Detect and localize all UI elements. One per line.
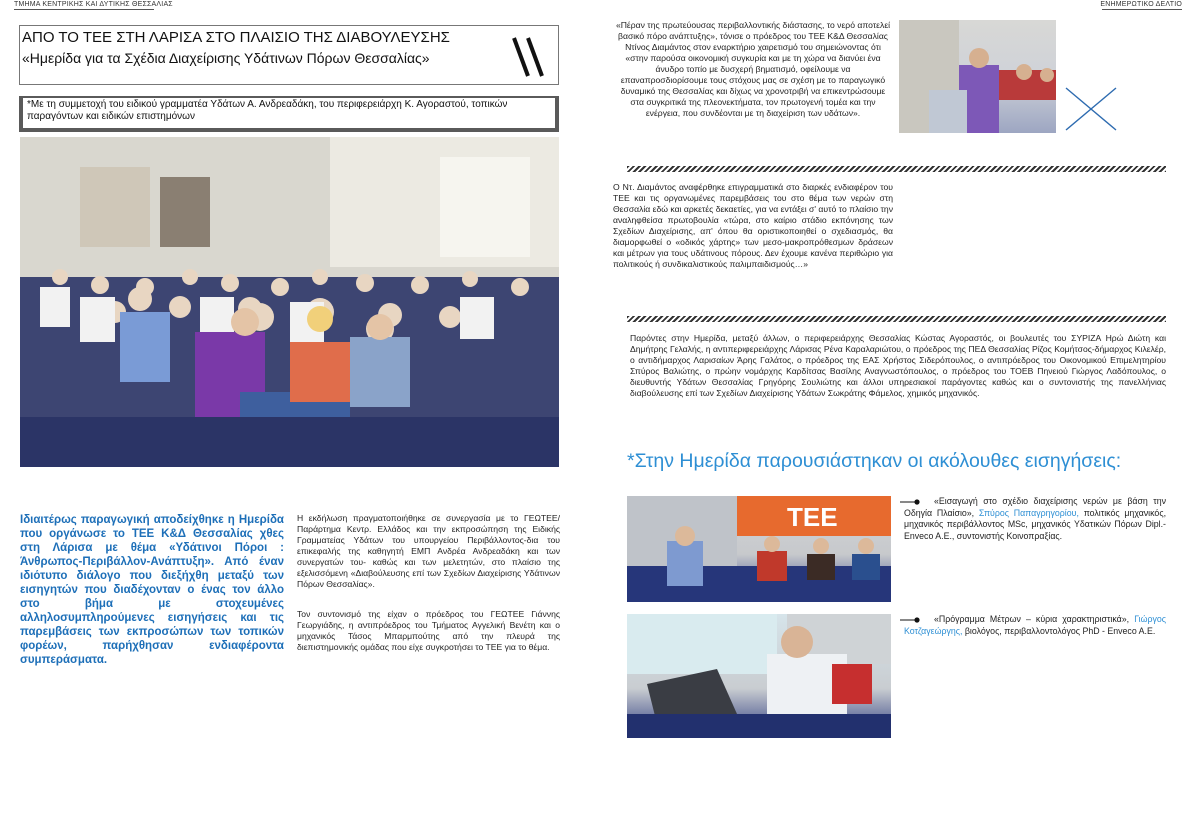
- presentation-photo-2: [627, 614, 891, 738]
- bullet-dot-icon: [900, 499, 922, 505]
- presentation-1-speaker: Σπύρος Παπαγρηγορίου,: [978, 507, 1079, 518]
- quote-paragraph-1: «Πέραν της πρωτεύουσας περιβαλλοντικής διάστασης, το νερό αποτελεί βασικό πόρο ανάπτυξης», τόνισε ο πρόεδρος του ΤΕΕ Κ&Δ Θεσσαλίας Ντίνος Διαμάντος στον εναρκτήριο χαιρετισμό του σημειώνοντας ότι «στην παρούσα οικονομική συγκυρία και με τη χώρα να διανύει ένα άνυδρο τοπίο με δυσχερή βηματισμό, οφείλουμε να επαναπροσδιορίσουμε τους στόχους μας σε σχέση με το παραγωγικό δυναμικό της Θεσσαλίας και δίχως να χρονοτριβή να επικεντρώσουμε στα συγκριτικά της πλεονεκτήματα, τον πρωτογενή τομέα και την ενέργεια, που συνδέονται με τη διαχείριση των υδάτων».: [615, 20, 891, 118]
- presentations-heading: *Στην Ημερίδα παρουσιάστηκαν οι ακόλουθες εισηγήσεις:: [627, 450, 1122, 472]
- photo-caption-box: [19, 96, 559, 132]
- presentation-2-speaker: Γιώργος Κοτζαγεώργης,: [904, 614, 1167, 636]
- publication-label: ΕΝΗΜΕΡΩΤΙΚΟ ΔΕΛΤΙΟ: [1100, 1, 1182, 8]
- x-decoration-icon: [1064, 86, 1118, 132]
- body-paragraph-1: Η εκδήλωση πραγματοποιήθηκε σε συνεργασία με το ΓΕΩΤΕΕ/Παράρτημα Κεντρ. Ελλάδος και την εκπροσώπηση της Ειδικής Γραμματείας Υδάτων του υπουργείου Περιβάλλοντος-δια του επικεφαλής της καθηγητή ΕΜΠ Ανδρέα Ανδρεαδάκη και των συνεργατών του- καθώς και των μελετητών, στο πλαίσιο της εξελισσόμενη «Διαβούλευσης επί των Σχεδίων Διαχείρισης Υδάτινων Πόρων Θεσσαλίας».: [297, 513, 560, 589]
- presentation-1-title: «Εισαγωγή στο σχέδιο διαχείρισης νερών με βάση την Οδηγία Πλαίσιο»,: [904, 496, 1166, 518]
- presentation-item-1: [904, 496, 1166, 542]
- presentation-2-details: βιολόγος, περιβαλλοντολόγος PhD - Enveco A.E.: [964, 625, 1156, 636]
- section-label: ΤΜΗΜΑ ΚΕΝΤΡΙΚΗΣ ΚΑΙ ΔΥΤΙΚΗΣ ΘΕΣΣΑΛΙΑΣ: [14, 1, 173, 8]
- speaker-laptop-illustration: [627, 614, 891, 738]
- slash-decoration-icon: [508, 34, 552, 78]
- header-rule-right: [1102, 9, 1182, 10]
- presentation-1-details: πολιτικός μηχανικός, μηχανικός περιβάλλοντος MSc, μηχανικός Υδατικών Πόρων Dipl.- Enveco A.E., συντονιστής Κοινοπραξίας.: [904, 507, 1167, 541]
- article-subtitle: «Ημερίδα για τα Σχέδια Διαχείρισης Υδάτινων Πόρων Θεσσαλίας»: [22, 50, 430, 66]
- presentation-item-2: [904, 614, 1166, 637]
- article-title: ΑΠΟ ΤΟ ΤΕΕ ΣΤΗ ΛΑΡΙΣΑ ΣΤΟ ΠΛΑΙΣΙΟ ΤΗΣ ΔΙΑΒΟΥΛΕΥΣΗΣ: [22, 29, 450, 46]
- body-paragraph-2: Τον συντονισμό της είχαν ο πρόεδρος του ΓΕΩΤΕΕ Γιάννης Γεωργιάδης, η αντιπρόεδρος του Τμήματος Αγγελική Βενέτη και ο μηχανικός Τάσος Μπαρμπούτης από την πλευρά της διεπιστημονικής ομάδας που είχε συγκροτήσει το ΤΕΕ για το θέμα.: [297, 609, 560, 652]
- audience-photo: [20, 137, 559, 467]
- bullet-dot-icon: [900, 617, 922, 623]
- lead-paragraph: Ιδιαιτέρως παραγωγική αποδείχθηκε η Ημερίδα που οργάνωσε το ΤΕΕ Κ&Δ Θεσσαλίας χθες στη Λάρισα με θέμα «Υδάτινοι Πόροι : Άνθρωπος-Περιβάλλον-Ανάπτυξη». Από έναν ιδιότυπο διάλογο που διεξήχθη μεταξύ των εισηγητών που διαδέχονταν ο ένας τον άλλο στο βήμα με στοχευμένες αλληλοσυμπληρούμενες εισηγήσεις και τις παρεμβάσεις των εκπροσώπων των τοπικών φορέων, παρήχθησαν ενδιαφέροντα συμπεράσματα.: [20, 514, 284, 666]
- speaker-photo: [899, 20, 1056, 133]
- panel-illustration: [627, 496, 891, 602]
- header-rule-left: [14, 9, 154, 10]
- presentation-photo-1: [627, 496, 891, 602]
- quote-paragraph-2: Ο Ντ. Διαμάντος αναφέρθηκε επιγραμματικά στο διαρκές ενδιαφέρον του ΤΕΕ και τις οργανωμένες παρεμβάσεις του στο θέμα των νερών στη Θεσσαλία εδώ και αρκετές δεκαετίες, για να εντάξει σ' αυτό το πλαίσιο την αναληφθείσα πρωτοβουλία «τώρα, στο καίριο στάδιο εκπόνησης των Σχεδίων Διαχείρισης, απ' όπου θα οριστικοποιηθεί ο σχεδιασμός, θα διαμορφωθεί ο «οδικός χάρτης» των μεσο-μακροπρόθεσμων δράσεων και μέτρων για τους υδάτινους πόρους. Δεν έχουμε κανένα περιθώριο για πολιτικούς ή συνδικαλιστικούς παλιμπαιδισμούς…»: [613, 182, 893, 269]
- divider-1: [627, 166, 1166, 172]
- photo-caption: *Με τη συμμετοχή του ειδικού γραμματέα Υδάτων Α. Ανδρεαδάκη, του περιφερειάρχη Κ. Αγοραστού, τοπικών παραγόντων και ειδικών επιστημόνων: [23, 98, 555, 128]
- divider-2: [627, 316, 1166, 322]
- audience-illustration: [20, 137, 559, 467]
- presentation-2-title: «Πρόγραμμα Μέτρων – κύρια χαρακτηριστικά»,: [934, 614, 1130, 624]
- tee-banner-text: ΤΕΕ: [787, 502, 838, 532]
- attendees-paragraph: Παρόντες στην Ημερίδα, μεταξύ άλλων, ο περιφερειάρχης Θεσσαλίας Κώστας Αγοραστός, οι βουλευτές του ΣΥΡΙΖΑ Ηρώ Διώτη και Δημήτρης Γελαλής, η αντιπεριφερειάρχης Λάρισας Ρένα Καραλαριώτου, ο πρόεδρος της ΠΕΔ Θεσσαλίας Ρίζος Κομήτσος-δήμαρχος Κιλελέρ, ο αντιδήμαρχος Λαρισαίων Άρης Γαλάτος, ο πρόεδρος της ΕΑΣ Χρήστος Σιδερόπουλος, ο αντιπρόεδρος του Οικονομικού Επιμελητηρίου Σπύρος Βαλιώτης, ο πρώην νομάρχης Καρδίτσας Βασίλης Αναγνωστόπουλος, ο πρόεδρος του ΤΟΕΒ Πηνειού Γιώργος Λαδόπουλος, ο διευθυντής Υδάτων Θεσσαλίας Γρηγόρης Σουλιώτης και άλλοι υπηρεσιακοί παράγοντες καθώς και ο συντονιστής της πανελλήνιας διαβούλευσης επί των Σχεδίων Διαχείρισης Υδάτων Σωκράτης Φάμελος, χημικός μηχανικός.: [630, 333, 1166, 398]
- speaker-illustration: [899, 20, 1056, 133]
